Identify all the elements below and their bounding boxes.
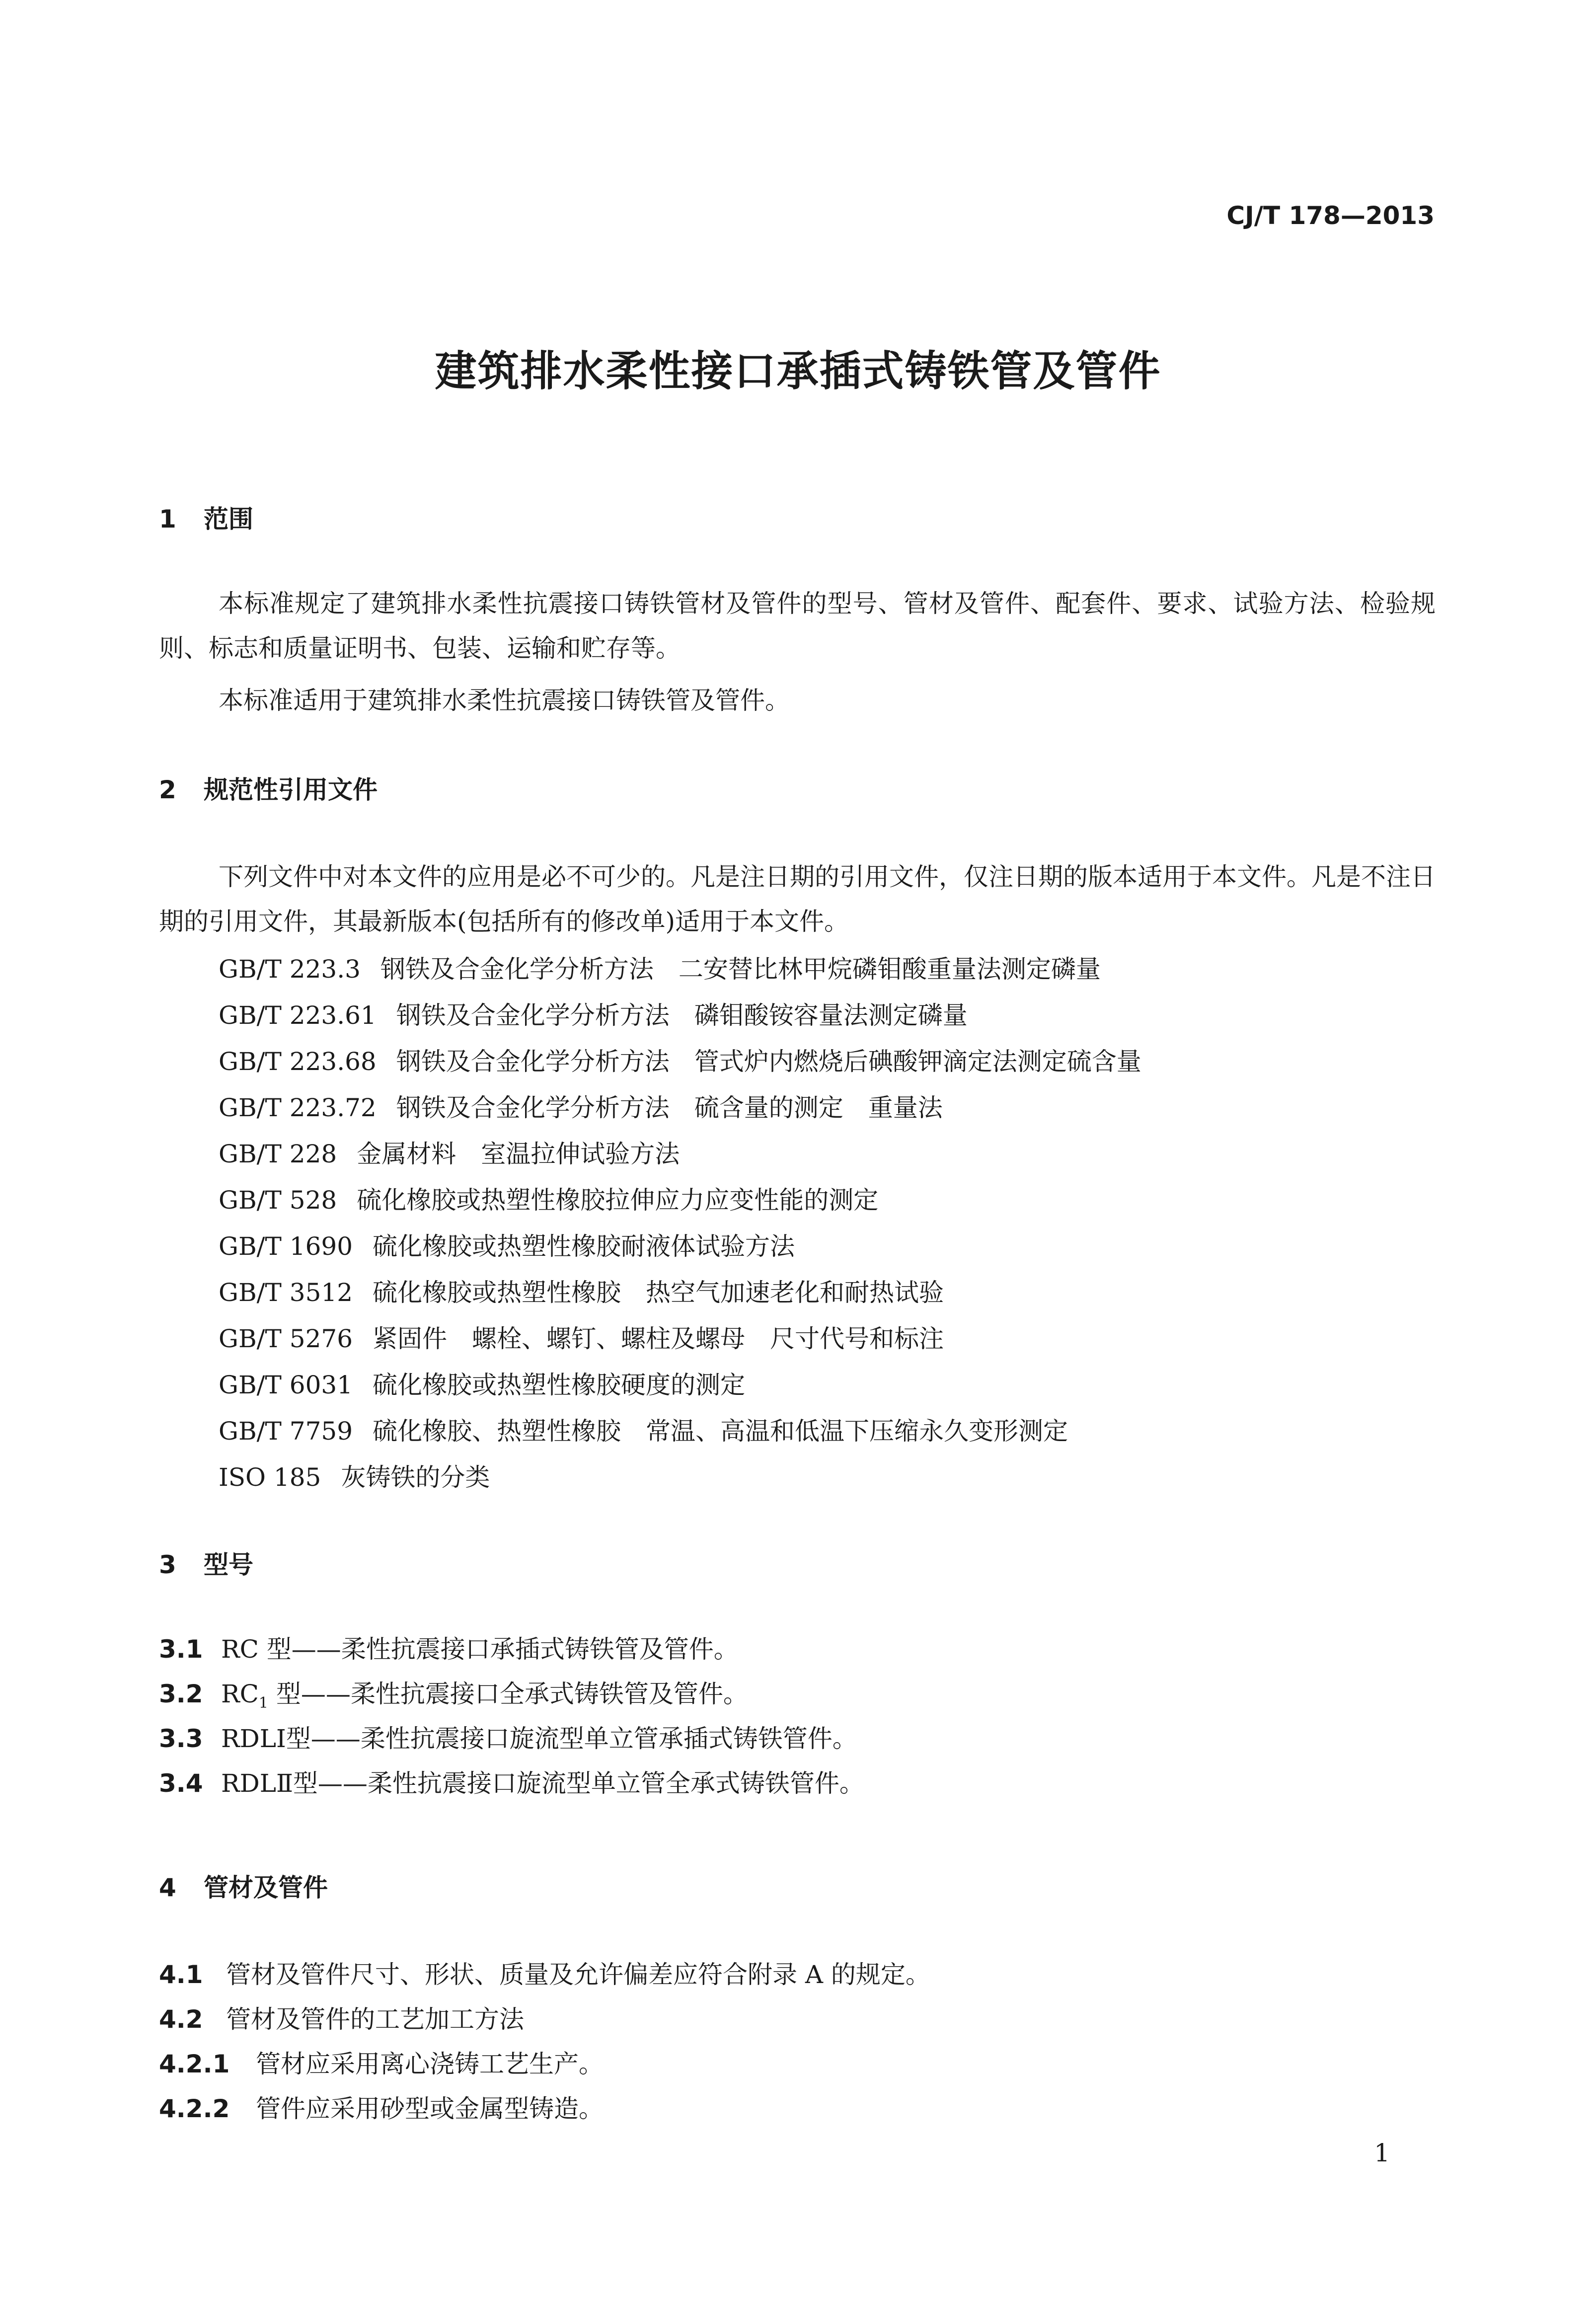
reference-title: 紧固件	[373, 1324, 448, 1353]
reference-item	[219, 1362, 1141, 1408]
reference-code: GB/T 228	[219, 1140, 337, 1168]
reference-code: GB/T 223.3	[219, 955, 361, 984]
clause-text: RDLⅠ型——柔性抗震接口旋流型单立管承插式铸铁管件。	[221, 1724, 857, 1753]
section-heading-models	[159, 1545, 253, 1581]
reference-code: GB/T 1690	[219, 1232, 353, 1261]
reference-item	[219, 1408, 1141, 1455]
reference-subtitle: 二安替比林甲烷磷钼酸重量法测定磷量	[678, 955, 1101, 984]
reference-title: 硫化橡胶、热塑性橡胶	[373, 1417, 621, 1446]
section-title: 型号	[204, 1550, 253, 1579]
clause-text-post: 型——柔性抗震接口全承式铸铁管及管件。	[268, 1680, 748, 1708]
reference-title: 钢铁及合金化学分析方法	[396, 1047, 670, 1076]
section-title: 管材及管件	[204, 1873, 328, 1902]
reference-code: GB/T 3512	[219, 1278, 353, 1307]
clause-number: 3.3	[159, 1724, 203, 1753]
reference-code: GB/T 223.72	[219, 1093, 377, 1122]
scope-paragraph-1: 本标准规定了建筑排水柔性抗震接口铸铁管材及管件的型号、管材及管件、配套件、要求、试验方法、检验规则、标志和质量证明书、包装、运输和贮存等。	[159, 589, 1436, 663]
section-heading-references	[159, 770, 378, 806]
clause-text: RC 型——柔性抗震接口承插式铸铁管及管件。	[221, 1635, 739, 1664]
clause-item	[159, 1761, 864, 1806]
clause-item	[159, 2086, 604, 2131]
reference-title: 硫化橡胶或热塑性橡胶拉伸应力应变性能的测定	[357, 1186, 879, 1215]
reference-title: 钢铁及合金化学分析方法	[396, 1001, 670, 1030]
section-title: 规范性引用文件	[204, 775, 378, 804]
section-number: 4	[159, 1873, 176, 1902]
document-title: 建筑排水柔性接口承插式铸铁管及管件	[435, 347, 1161, 395]
page-number: 1	[1374, 2139, 1390, 2167]
reference-item	[219, 1039, 1141, 1085]
clause-item	[159, 1997, 524, 2042]
clause-text: 管件应采用砂型或金属型铸造。	[256, 2094, 604, 2123]
clause-text: 管材及管件的工艺加工方法	[226, 2005, 524, 2034]
reference-subtitle: 热空气加速老化和耐热试验	[646, 1278, 944, 1307]
reference-item	[219, 1085, 1141, 1131]
reference-subtitle: 常温、高温和低温下压缩永久变形测定	[646, 1417, 1068, 1446]
standard-code: CJ/T 178—2013	[1226, 201, 1435, 230]
reference-subtitle: 磷钼酸铵容量法测定磷量	[694, 1001, 968, 1030]
reference-code: GB/T 528	[219, 1186, 337, 1215]
clause-item	[159, 2042, 604, 2086]
clause-text: 管材及管件尺寸、形状、质量及允许偏差应符合附录 A 的规定。	[226, 1960, 930, 1989]
reference-item	[219, 1316, 1141, 1362]
clause-number: 3.4	[159, 1769, 203, 1798]
reference-subtitle: 管式炉内燃烧后碘酸钾滴定法测定硫含量	[694, 1047, 1141, 1076]
clause-number: 4.2.1	[159, 2050, 230, 2078]
clause-item	[159, 1672, 748, 1716]
reference-subtitle: 室温拉伸试验方法	[481, 1140, 680, 1168]
reference-title: 灰铸铁的分类	[341, 1463, 490, 1492]
reference-code: GB/T 5276	[219, 1324, 353, 1353]
reference-title: 钢铁及合金化学分析方法	[380, 955, 654, 984]
clause-text-subscript: 1	[258, 1694, 268, 1712]
reference-subtitle: 硫含量的测定 重量法	[694, 1093, 943, 1122]
clause-number: 4.2.2	[159, 2094, 230, 2123]
reference-title: 硫化橡胶或热塑性橡胶硬度的测定	[373, 1371, 746, 1399]
scope-paragraph-2: 本标准适用于建筑排水柔性抗震接口铸铁管及管件。	[219, 686, 790, 715]
clause-item	[159, 1627, 739, 1672]
reference-list	[219, 946, 1141, 1501]
clause-number: 3.2	[159, 1680, 203, 1708]
reference-item	[219, 993, 1141, 1039]
reference-title: 硫化橡胶或热塑性橡胶耐液体试验方法	[373, 1232, 795, 1261]
reference-code: ISO 185	[219, 1463, 321, 1492]
section-number: 2	[159, 775, 176, 804]
reference-item	[219, 1224, 1141, 1270]
reference-item	[219, 1177, 1141, 1224]
clause-item	[159, 1952, 930, 1997]
clause-text: RDLⅡ型——柔性抗震接口旋流型单立管全承式铸铁管件。	[221, 1769, 864, 1798]
reference-subtitle: 螺栓、螺钉、螺柱及螺母 尺寸代号和标注	[472, 1324, 944, 1353]
reference-code: GB/T 223.68	[219, 1047, 377, 1076]
reference-item	[219, 1131, 1141, 1177]
clause-text: 管材应采用离心浇铸工艺生产。	[256, 2050, 604, 2078]
references-intro: 下列文件中对本文件的应用是必不可少的。凡是注日期的引用文件，仅注日期的版本适用于本文件。凡是不注日期的引用文件，其最新版本(包括所有的修改单)适用于本文件。	[159, 862, 1436, 936]
clause-number: 4.1	[159, 1960, 203, 1989]
reference-code: GB/T 6031	[219, 1371, 353, 1399]
section-number: 3	[159, 1550, 176, 1579]
reference-title: 硫化橡胶或热塑性橡胶	[373, 1278, 621, 1307]
clause-number: 4.2	[159, 2005, 203, 2034]
reference-item	[219, 946, 1141, 993]
section-number: 1	[159, 505, 176, 534]
section-heading-pipes	[159, 1868, 328, 1904]
reference-item	[219, 1455, 1141, 1501]
reference-title: 钢铁及合金化学分析方法	[396, 1093, 670, 1122]
clause-number: 3.1	[159, 1635, 203, 1664]
reference-code: GB/T 7759	[219, 1417, 353, 1446]
reference-item	[219, 1270, 1141, 1316]
reference-code: GB/T 223.61	[219, 1001, 377, 1030]
section-title: 范围	[204, 505, 253, 534]
section-heading-scope	[159, 499, 253, 535]
clause-item	[159, 1716, 857, 1761]
reference-title: 金属材料	[357, 1140, 456, 1168]
clause-text-pre: RC	[221, 1680, 259, 1708]
